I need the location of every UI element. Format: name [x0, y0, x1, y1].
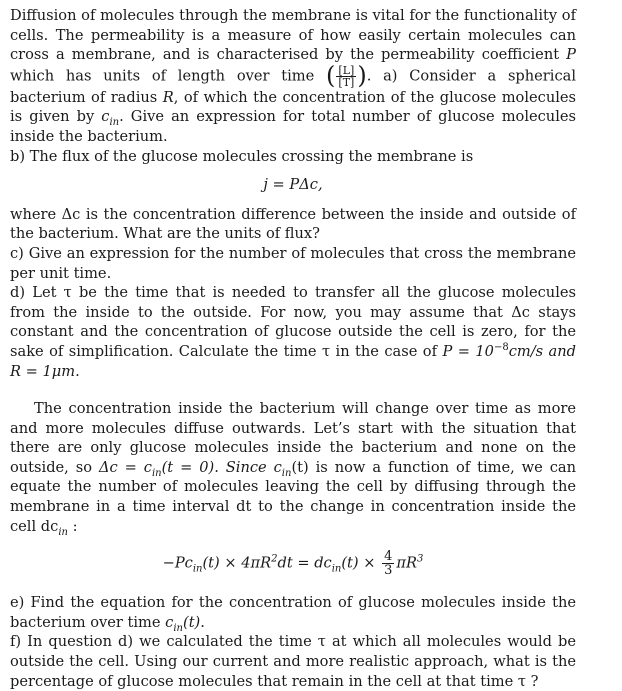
- section-gap: [10, 381, 576, 399]
- units-denominator: [T]: [338, 75, 355, 89]
- part-d-exponent: −8: [493, 342, 509, 354]
- eq-mid-2-sub: in: [331, 563, 342, 575]
- conc-subscript: in: [109, 117, 120, 129]
- concentration-equation: [10, 550, 576, 577]
- intro-paragraph: [10, 6, 576, 147]
- intro-text-1: Diffusion of molecules through the membrane is vital for the functionality of cells. The permeability is a measure of how easily certain molecules can cross a membrane, and is characterised by the permeability coefficient: [10, 7, 576, 64]
- part-c-question: c) Give an expression for the number of molecules that cross the membrane per unit time.: [10, 244, 576, 282]
- part-d-question: [10, 283, 576, 381]
- part-e-conc: c: [165, 613, 174, 631]
- intro-text-5: . Give an expression for total number of glucose molecules inside the bacterium.: [10, 108, 576, 145]
- units-numerator: [L]: [336, 65, 356, 77]
- eq-mid-3: (t) ×: [341, 554, 376, 572]
- eq-fraction: [382, 550, 394, 577]
- section-2-text-3: (t = 0). Since: [161, 458, 267, 476]
- open-paren: (: [326, 61, 336, 90]
- permeability-symbol: P: [566, 46, 576, 64]
- section-2-conc-symbol: c: [273, 458, 282, 476]
- section-2-text-4: (t) is now a function of time, we can equate the number of molecules leaving the cell by diffusing through the membrane in a time interval dt to the change in concentration inside the cell dc: [10, 458, 576, 535]
- intro-text-3: . a) Consider a spherical bacterium of radius: [10, 67, 576, 106]
- section-2-text-1: The concentration inside the bacterium will change over time as more and more molecules diffuse outwards. Let’s start with the situation that there are only glucose molecules inside the bacterium and none on the outside, so: [10, 400, 576, 476]
- part-f-question: f) In question d) we calculated the time τ at which all molecules would be outside the cell. Using our current and more realistic approach, what is the percentage of glucose molecules that remain in the cell at that time τ ?: [10, 633, 576, 690]
- part-e-tail: (t).: [183, 613, 205, 631]
- units-fraction: [336, 65, 356, 88]
- eq-mid-sup: 2: [271, 553, 278, 565]
- flux-equation: j = PΔc,: [263, 176, 323, 194]
- eq-mid: (t) × 4πR: [202, 554, 272, 572]
- eq-frac-den: 3: [384, 563, 393, 579]
- radius-symbol: R: [162, 88, 174, 106]
- eq-frac-num: 4: [384, 549, 393, 565]
- eq-right-sup: 3: [417, 553, 424, 565]
- eq-right: πR: [396, 554, 417, 572]
- part-d-text: d) Let τ be the time that is needed to transfer all the glucose molecules from the inside to the outside. For now, you may assume that Δc stays constant and the concentration of glucose outside the cell is zero, for the sake of simplification. Calculate the time τ in the case of: [10, 284, 576, 360]
- eq-left-sub: in: [192, 563, 203, 575]
- part-d-condition-2: cm/s and R = 1μm.: [10, 342, 577, 380]
- eq-mid-2: dt = dc: [277, 554, 332, 572]
- section-2-sub-1: in: [151, 467, 162, 479]
- eq-left: −Pc: [162, 554, 193, 572]
- intro-text-2: which has units of length over time: [10, 67, 315, 85]
- section-2-paragraph: [10, 399, 576, 536]
- part-d-condition: P = 10: [442, 342, 494, 360]
- close-paren: ): [357, 61, 367, 90]
- section-2-sub-2: in: [281, 467, 292, 479]
- part-b-followup: where Δc is the concentration difference between the inside and outside of the bacterium. What are the units of flux?: [10, 205, 576, 243]
- section-2-sub-3: in: [58, 526, 68, 538]
- part-e-question: [10, 593, 576, 632]
- intro-text-4: , of which the concentration of the glucose molecules is given by: [10, 88, 577, 126]
- part-e-sub: in: [173, 622, 183, 634]
- conc-symbol: c: [101, 108, 110, 126]
- section-2-text-5: :: [67, 517, 78, 535]
- part-e-text: e) Find the equation for the concentration of glucose molecules inside the bacterium over time: [10, 594, 576, 631]
- part-b-question: b) The flux of the glucose molecules crossing the membrane is: [10, 147, 474, 165]
- section-2-delta-c: Δc = c: [98, 458, 152, 476]
